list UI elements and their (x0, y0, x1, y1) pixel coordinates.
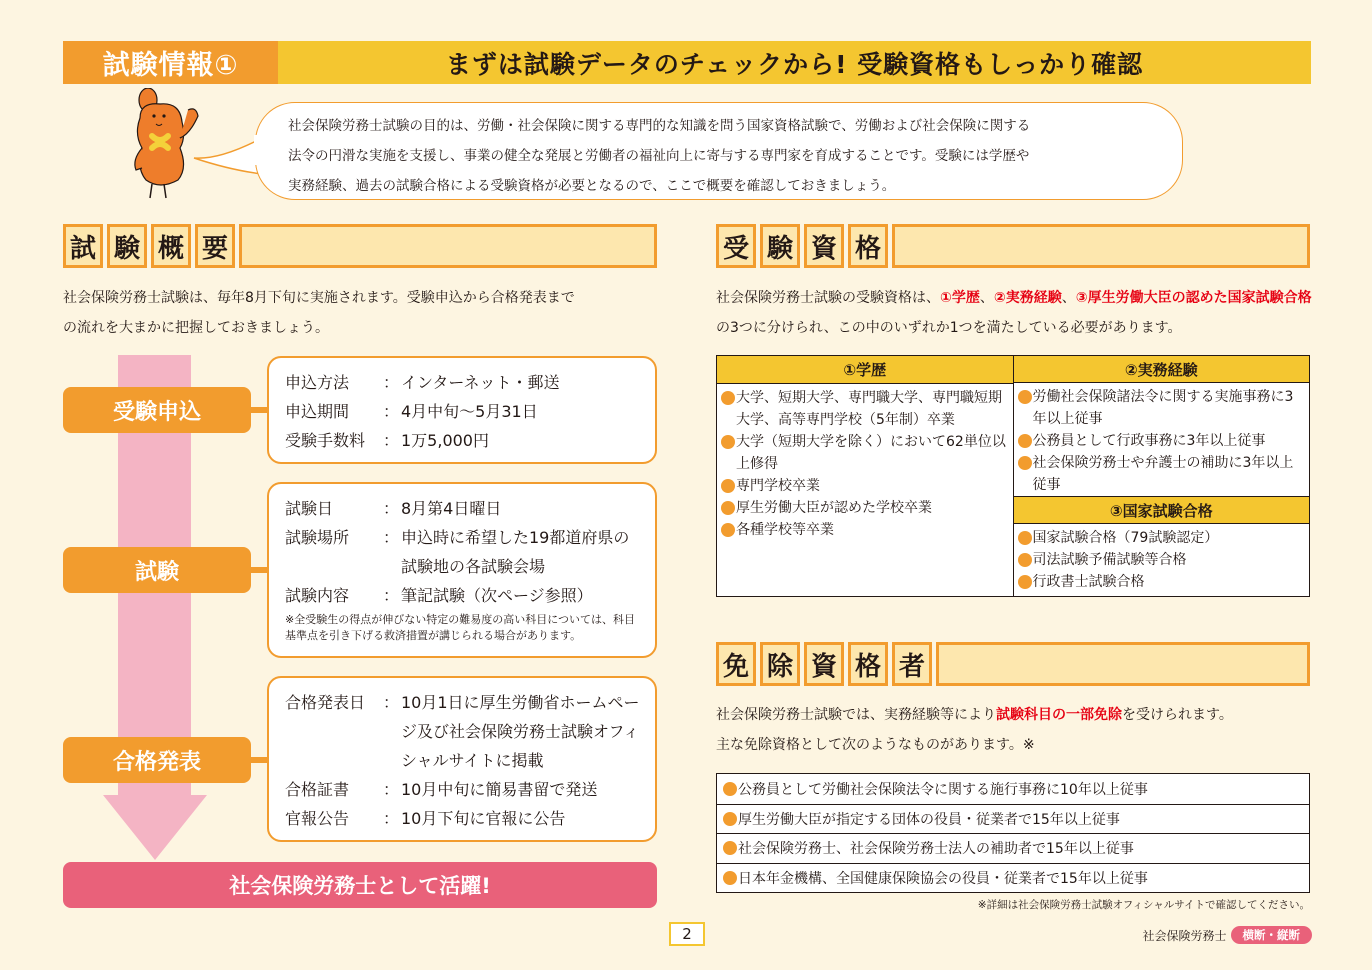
bullet-icon (721, 501, 735, 515)
bullet-icon (723, 871, 737, 885)
info-row: 合格発表日 ： 10月1日に厚生労働省ホームページ及び社会保険労務士試験オフィシャルサイトに掲載 (285, 693, 640, 770)
exemption-section-title (716, 642, 1310, 686)
bullet-icon (1018, 434, 1032, 448)
title-char: 格 (848, 642, 888, 686)
title-char: 除 (760, 642, 800, 686)
experience-heading: ②実務経験 (1014, 356, 1310, 383)
title-fill (239, 224, 657, 268)
title-char: 格 (848, 224, 888, 268)
exemption-item: 社会保険労務士、社会保険労務士法人の補助者で15年以上従事 (717, 833, 1309, 863)
info-row: 試験内容 ： 筆記試験（次ページ参照） (285, 586, 593, 605)
step-box-exam (267, 482, 657, 658)
exemption-item: 厚生労働大臣が指定する団体の役員・従業者で15年以上従事 (717, 804, 1309, 834)
step-label-exam: 試験 (63, 547, 251, 593)
overview-section-title (63, 224, 657, 268)
title-char: 験 (760, 224, 800, 268)
education-list: 大学、短期大学、専門職大学、専門職短期大学、高等専門学校（5年制）卒業 大学（短期大学を除く）において62単位以上修得 専門学校卒業 厚生労働大臣が認めた学校卒業 各種学校等卒業 (717, 384, 1013, 544)
eligibility-table (716, 355, 1310, 597)
exam-note: ※全受験生の得点が伸びない特定の難易度の高い科目については、科目基準点を引き下げる救済措置が講じられる場合があります。 (285, 613, 635, 642)
exemption-description: 社会保険労務士試験では、実務経験等により試験科目の一部免除を受けられます。 主な免除資格として次のようなものがあります。※ (716, 707, 1233, 753)
intro-line: 法令の円滑な実施を支援し、事業の健全な発展と労働者の福祉向上に寄与する専門家を育成することです。受験には学歴や (288, 148, 1030, 164)
exemption-note: ※詳細は社会保険労務士試験オフィシャルサイトで確認してください。 (977, 899, 1310, 911)
info-row: 試験場所 ： 申込時に希望した19都道府県の試験地の各試験会場 (285, 528, 630, 576)
intro-line: 実務経験、過去の試験合格による受験資格が必要となるので、ここで概要を確認しておきましょう。 (288, 178, 896, 194)
bullet-icon (721, 479, 735, 493)
education-column (717, 356, 1013, 596)
overview-line: の流れを大まかに把握しておきましょう。 (63, 320, 329, 336)
info-row: 申込期間 ： 4月中旬〜5月31日 (285, 402, 538, 421)
bullet-icon (1018, 390, 1032, 404)
experience-column (1013, 356, 1310, 596)
exemption-item: 日本年金機構、全国健康保険協会の役員・従業者で15年以上従事 (717, 863, 1309, 893)
education-heading: ①学歴 (717, 356, 1013, 384)
final-goal-banner: 社会保険労務士として活躍! (63, 862, 657, 908)
series-badge: 横断・縦断 (1231, 926, 1313, 944)
intro-speech-bubble (255, 102, 1183, 200)
bullet-icon (723, 812, 737, 826)
title-fill (892, 224, 1310, 268)
bubble-tail-cover (254, 135, 260, 165)
bullet-icon (721, 523, 735, 537)
title-char: 資 (804, 642, 844, 686)
footer-series (1142, 926, 1312, 944)
intro-line: 社会保険労務士試験の目的は、労働・社会保険に関する専門的な知識を問う国家資格試験で、労働および社会保険に関する (288, 118, 1031, 134)
overview-line: 社会保険労務士試験は、毎年8月下旬に実施されます。受験申込から合格発表まで (63, 290, 575, 306)
exemption-list (716, 773, 1310, 893)
page-headline: まずは試験データのチェックから! 受験資格もしっかり確認 (278, 41, 1311, 84)
bullet-icon (723, 782, 737, 796)
title-char: 試 (63, 224, 103, 268)
info-row: 試験日 ： 8月第4日曜日 (285, 499, 502, 518)
step-box-application (267, 356, 657, 464)
step-box-results (267, 676, 657, 842)
bullet-icon (721, 435, 735, 449)
bullet-icon (1018, 456, 1032, 470)
title-char: 概 (151, 224, 191, 268)
title-char: 要 (195, 224, 235, 268)
section-label: 試験情報① (63, 41, 278, 84)
exemption-item: 公務員として労働社会保険法令に関する施行事務に10年以上従事 (717, 774, 1309, 804)
national-exam-heading: ③国家試験合格 (1014, 496, 1310, 524)
step-label-application: 受験申込 (63, 387, 251, 433)
bullet-icon (721, 391, 735, 405)
national-exam-list: 国家試験合格（79試験認定） 司法試験予備試験等合格 行政書士試験合格 (1014, 524, 1310, 596)
title-char: 免 (716, 642, 756, 686)
bullet-icon (1018, 575, 1032, 589)
step-label-results: 合格発表 (63, 737, 251, 783)
title-char: 資 (804, 224, 844, 268)
title-fill (936, 642, 1310, 686)
flow-arrow-head (103, 795, 207, 860)
page-number: 2 (669, 922, 705, 946)
title-char: 者 (892, 642, 932, 686)
info-row: 官報公告 ： 10月下旬に官報に公告 (285, 809, 566, 828)
info-row: 申込方法 ： インターネット・郵送 (285, 373, 560, 392)
eligibility-description: 社会保険労務士試験の受験資格は、①学歴、②実務経験、③厚生労働大臣の認めた国家試験合格の3つに分けられ、この中のいずれか1つを満たしている必要があります。 (716, 290, 1312, 336)
bullet-icon (723, 841, 737, 855)
title-char: 験 (107, 224, 147, 268)
series-name: 社会保険労務士 (1142, 928, 1227, 943)
overview-description (63, 283, 663, 343)
experience-list: 労働社会保険諸法令に関する実施事務に3年以上従事 公務員として行政事務に3年以上従事 社会保険労務士や弁護士の補助に3年以上従事 (1014, 383, 1310, 496)
title-char: 受 (716, 224, 756, 268)
info-row: 合格証書 ： 10月中旬に簡易書留で発送 (285, 780, 598, 799)
eligibility-section-title (716, 224, 1310, 268)
bullet-icon (1018, 531, 1032, 545)
bullet-icon (1018, 553, 1032, 567)
info-row: 受験手数料 ： 1万5,000円 (285, 431, 489, 450)
